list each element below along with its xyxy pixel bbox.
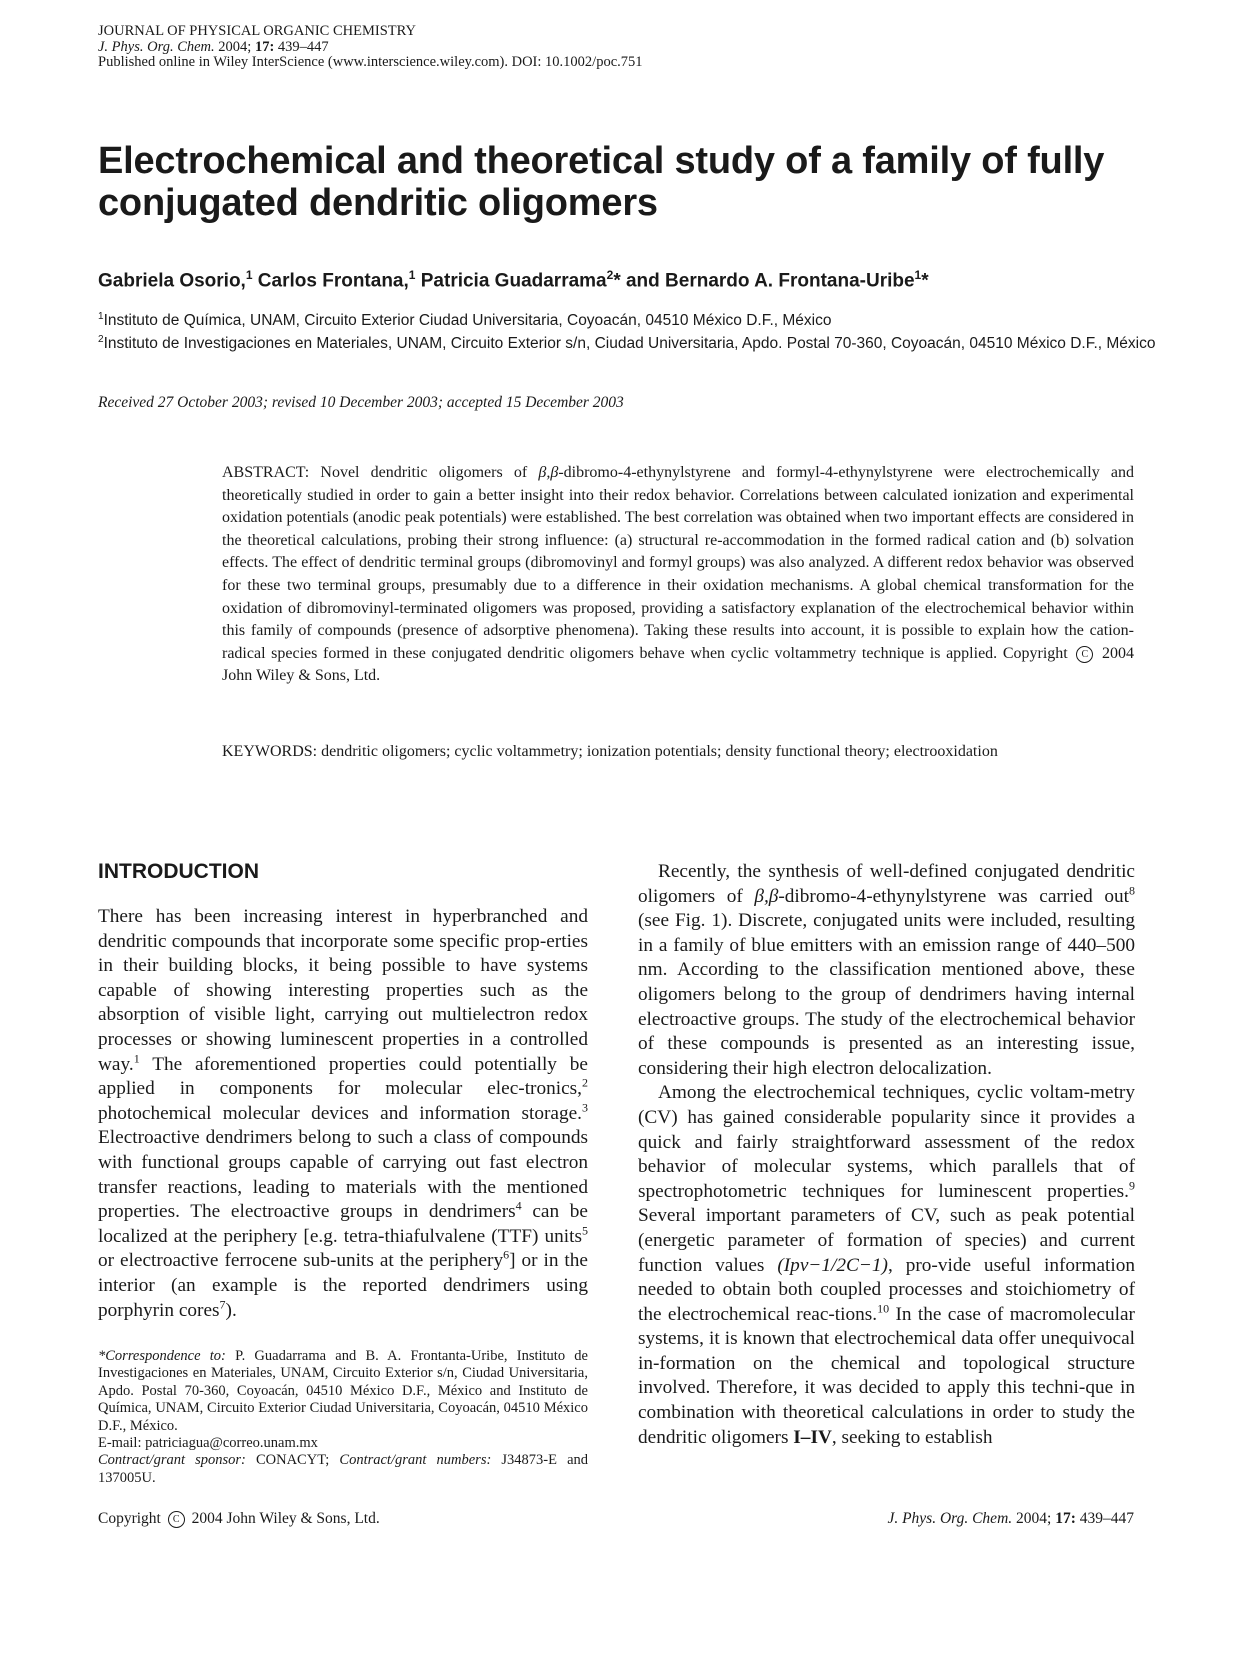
reference-marker: 6 (503, 1247, 510, 1262)
footer-copyright: Copyright C 2004 John Wiley & Sons, Ltd. (98, 1510, 380, 1527)
paragraph: Recently, the synthesis of well-defined conjugated dendritic oligomers of β,β-dibromo-4-ethynylstyrene was carried out$^8$ (see Fig. 1). Discrete, conjugated units were included, resulting in a family of blue emitters with an emission range of 440–500 nm. According to the classification mentioned above, these oligomers belong to the group of dendrimers having internal electroactive groups. The study of the electrochemical behavior of these compounds is presented as an interesting issue, considering their high electron delocalization. (638, 861, 1135, 1079)
reference-marker: 3 (582, 1100, 588, 1115)
author-name: Patricia Guadarrama (420, 270, 607, 292)
footer-citation: J. Phys. Org. Chem. 2004; 17: 439–447 (887, 1510, 1134, 1527)
reference-marker: 8 (1129, 883, 1135, 898)
affiliations (98, 307, 1158, 353)
reference-marker: 10 (877, 1301, 890, 1316)
reference-marker: 4 (515, 1198, 522, 1213)
current-function-formula: (Ipv−1/2C−1) (777, 1254, 888, 1276)
author-name: Carlos Frontana, (257, 270, 409, 292)
keywords: KEYWORDS: dendritic oligomers; cyclic voltammetry; ionization potentials; density functional theory; electrooxidation (222, 743, 998, 760)
paragraph: There has been increasing interest in hyperbranched and dendritic compounds that incorporate some specific prop-erties in their building blocks, it being possible to have systems capable of showing interesting properties such as the absorption of visible light, carrying out multielectron redox processes or showing luminescent properties in a controlled way.$^1$ The aforementioned properties could potentially be applied in components for molecular elec-tronics,$^2$ photochemical molecular devices and information storage.$^3$ Electroactive dendrimers belong to such a class of compounds with functional groups capable of carrying out fast electron transfer reactions, leading to materials with the mentioned properties. The electroactive groups in dendrimers$^4$ can be localized at the periphery [e.g. tetra-thiafulvalene (TTF) units$^5$ or electroactive ferrocene sub-units at the periphery$^6$] or in the interior (an example is the reported dendrimers using porphyrin cores$^7$). (98, 906, 588, 1321)
journal-citation: J. Phys. Org. Chem. 2004; 17: 439–447 (98, 38, 329, 55)
affiliation-2: $^2$Instituto de Investigaciones en Materiales, UNAM, Circuito Exterior s/n, Ciudad Universitaria, Apdo. Postal 70-360, Coyoacán, 04510 México D.F., México (98, 334, 1156, 353)
abstract: ABSTRACT: Novel dendritic oligomers of β,β-dibromo-4-ethynylstyrene and formyl-4-ethynylstyrene were electrochemically and theoretically studied in order to gain a better insight into their redox behavior. Correlations between calculated ionization and experimental oxidation potentials (anodic peak potentials) were established. The best correlation was obtained when two important effects are considered in the theoretical calculations, probing their strong influence: (a) structural re-accommodation in the formed radical cation and (b) solvation effects. The effect of dendritic terminal groups (dibromovinyl and formyl groups) was also analyzed. A different redox behavior was observed for these two terminal groups, presumably due to a difference in their oxidation mechanisms. A global chemical transformation for the oxidation of dibromovinyl-terminated oligomers was proposed, providing a satisfactory explanation of the electrochemical behavior within this family of compounds (presence of adsorptive phenomena). Taking these results into account, it is possible to explain how the cation-radical species formed in these conjugated dendritic oligomers behave when cyclic voltammetry technique is applied. Copyright C 2004 John Wiley & Sons, Ltd. (222, 464, 1135, 685)
reference-marker: 1 (133, 1051, 140, 1066)
article-title: Electrochemical and theoretical study of a family of fully conjugated dendritic oligomers (98, 140, 1105, 224)
correspondence-footnote: *Correspondence to: P. Guadarrama and B. A. Frontanta-Uribe, Instituto de Investigaciones en Materiales, UNAM, Circuito Exterior s/n, Ciudad Universitaria, Apdo. Postal 70-360, Coyoacán, 04510 México D.F., México and Instituto de Química, UNAM, Circuito Exterior Ciudad Universitaria, Coyoacán, 04510 México D.F., México. E-mail: patriciagua@correo.unam.mx Contract/grant sponsor: CONACYT; Contract/grant numbers: J34873-E and 137005U. (98, 1348, 589, 1486)
author-list: Gabriela Osorio,$^1$ Carlos Frontana,$^1$ Patricia Guadarrama$^2$* and Bernardo A. Frontana-Uribe$^1$* (98, 268, 929, 292)
paragraph: Among the electrochemical techniques, cyclic voltam-metry (CV) has gained considerable popularity since it provides a quick and fairly straightforward assessment of the redox behavior of molecular systems, which parallels that of spectrophotometric techniques for luminescent properties.$^9$ Several important parameters of CV, such as peak potential (energetic parameter of formation of species) and current function values (Ipv−1/2C−1), pro-vide useful information needed to obtain both coupled processes and stoichiometry of the electrochemical reac-tions.$^{10}$ In the case of macromolecular systems, it is known that electrochemical data offer unequivocal in-formation on the chemical and topological structure involved. Therefore, it was decided to apply this techni-que in combination with theoretical calculations in order to study the dendritic oligomers I–IV, seeking to establish (638, 1082, 1135, 1448)
section-heading-introduction: INTRODUCTION (98, 860, 259, 883)
email-line: E-mail: patriciagua@correo.unam.mx (98, 1435, 318, 1452)
affiliation-1: $^1$Instituto de Química, UNAM, Circuito Exterior Ciudad Universitaria, Coyoacán, 04510 México D.F., México (98, 311, 832, 330)
reference-marker: 2 (582, 1075, 588, 1090)
publication-info: Published online in Wiley InterScience (www.interscience.wiley.com). DOI: 10.1002/poc.751 (98, 54, 643, 70)
copyright-icon: C (1076, 646, 1093, 663)
received-dates: Received 27 October 2003; revised 10 December 2003; accepted 15 December 2003 (98, 394, 624, 411)
reference-marker: 5 (582, 1223, 588, 1238)
copyright-icon: C (168, 1511, 185, 1528)
reference-marker: 7 (219, 1297, 226, 1312)
reference-marker: 9 (1129, 1178, 1135, 1193)
left-column (98, 905, 588, 1323)
journal-name: JOURNAL OF PHYSICAL ORGANIC CHEMISTRY (98, 23, 416, 39)
right-column (638, 860, 1135, 1450)
journal-header (98, 24, 898, 71)
author-name: Gabriela Osorio, (98, 270, 246, 292)
author-name: Bernardo A. Frontana-Uribe (665, 270, 915, 292)
